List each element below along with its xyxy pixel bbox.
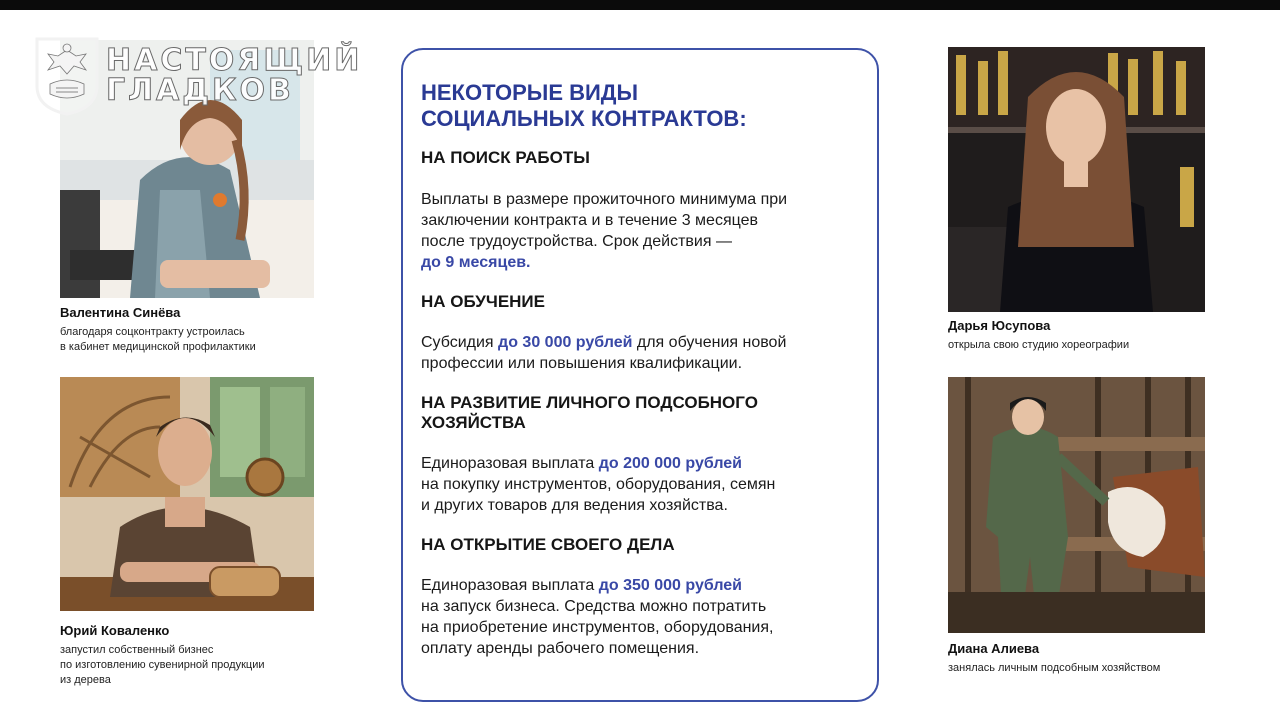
person-name: Диана Алиева bbox=[948, 641, 1040, 656]
logo-text bbox=[106, 43, 363, 108]
person-description: занялась личным подсобным хозяйством bbox=[948, 662, 1161, 674]
section-text-household bbox=[421, 453, 861, 516]
section-text-job-search bbox=[421, 189, 861, 273]
caption-valentina bbox=[60, 305, 320, 355]
section-title-education: НА ОБУЧЕНИЕ bbox=[421, 292, 545, 311]
text-segment: . bbox=[526, 254, 531, 271]
person-name: Валентина Синёва bbox=[60, 305, 181, 320]
text-segment: Единоразовая выплата bbox=[421, 577, 599, 594]
text-segment: Выплаты в размере прожиточного минимума при заключении контракта и в течение 3 месяцев после трудоустройства. Срок действия — bbox=[421, 191, 788, 250]
text-segment: Единоразовая выплата bbox=[421, 455, 599, 472]
photo-diana-alieva bbox=[948, 377, 1205, 633]
section-title-household: НА РАЗВИТИЕ ЛИЧНОГО ПОДСОБНОГО ХОЗЯЙСТВА bbox=[421, 393, 758, 432]
person-description: запустил собственный бизнес по изготовлению сувенирной продукции из дерева bbox=[60, 644, 265, 686]
logo bbox=[34, 36, 362, 116]
highlight-duration: до 9 месяцев bbox=[421, 254, 527, 271]
highlight-amount: до 30 000 рублей bbox=[498, 334, 633, 351]
logo-line-2: ГЛАДКОВ bbox=[106, 73, 294, 108]
section-text-business bbox=[421, 575, 861, 659]
social-contracts-card bbox=[401, 48, 879, 702]
section-text-education bbox=[421, 332, 861, 374]
highlight-amount: до 350 000 рублей bbox=[598, 577, 743, 594]
photo-yuri-kovalenko bbox=[60, 377, 314, 611]
text-segment: на покупку инструментов, оборудования, семян и других товаров для ведения хозяйства. bbox=[421, 476, 776, 514]
section-title-business: НА ОТКРЫТИЕ СВОЕГО ДЕЛА bbox=[421, 535, 675, 554]
highlight-amount: до 200 000 рублей bbox=[598, 455, 743, 472]
text-segment: для обучения новой профессии или повышения квалификации. bbox=[421, 334, 787, 372]
caption-yuri bbox=[60, 623, 320, 688]
logo-line-1: НАСТОЯЩИЙ bbox=[106, 43, 363, 78]
photo-darya-yusupova bbox=[948, 47, 1205, 312]
section-title-job-search: НА ПОИСК РАБОТЫ bbox=[421, 148, 590, 167]
person-name: Юрий Коваленко bbox=[60, 623, 170, 638]
caption-darya bbox=[948, 318, 1208, 353]
person-description: открыла свою студию хореографии bbox=[948, 339, 1130, 351]
text-segment: Субсидия bbox=[421, 334, 499, 351]
person-description: благодаря соцконтракту устроилась в кабинет медицинской профилактики bbox=[60, 326, 256, 353]
regional-coat-of-arms-icon bbox=[34, 36, 100, 116]
top-bar bbox=[0, 0, 1280, 10]
card-title: НЕКОТОРЫЕ ВИДЫ СОЦИАЛЬНЫХ КОНТРАКТОВ: bbox=[421, 80, 747, 131]
text-segment: на запуск бизнеса. Средства можно потратить на приобретение инструментов, оборудования, оплату аренды рабочего помещения. bbox=[421, 598, 774, 657]
caption-diana bbox=[948, 641, 1208, 676]
person-name: Дарья Юсупова bbox=[948, 318, 1051, 333]
